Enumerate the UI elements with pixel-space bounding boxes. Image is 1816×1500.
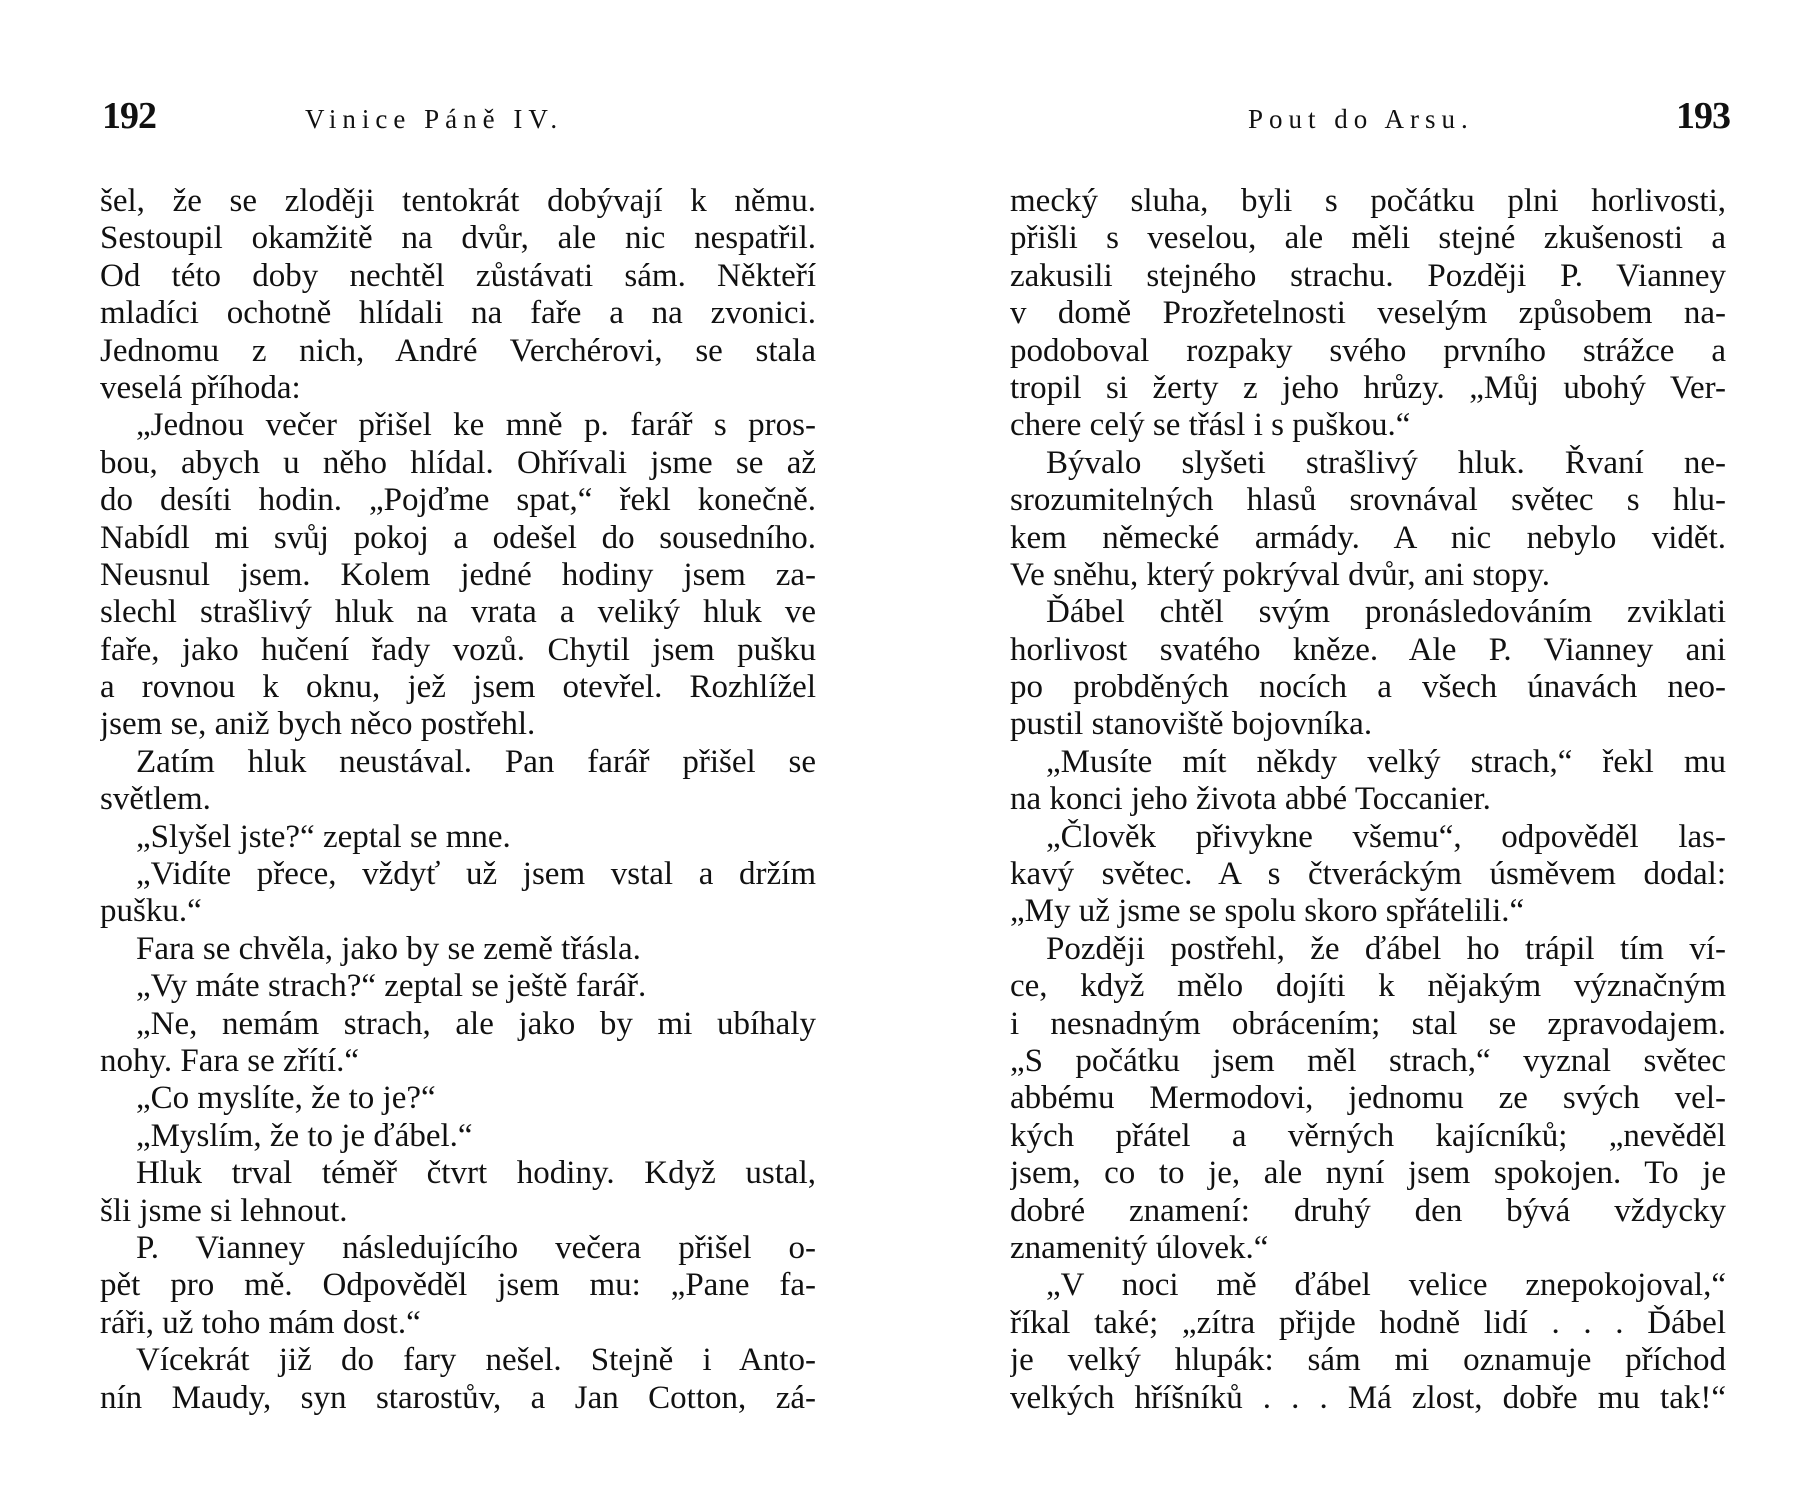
text-line: mecký sluha, byli s počátku plni horlivosti, xyxy=(1010,183,1726,219)
text-line: Zatím hluk neustával. Pan farář přišel se xyxy=(136,743,816,780)
text-line: Vícekrát již do fary nešel. Stejně i Anto- xyxy=(136,1342,816,1379)
text-line: šli jsme si lehnout. xyxy=(100,1192,348,1229)
text-line: pušku.“ xyxy=(100,893,202,930)
text-line: Sestoupil okamžitě na dvůr, ale nic nespatřil. xyxy=(100,220,816,257)
text-line: přišli s veselou, ale měli stejné zkušenosti a xyxy=(1010,220,1726,257)
text-line: Od této doby nechtěl zůstávati sám. Někteří xyxy=(100,257,816,294)
text-line: „V noci mě ďábel velice znepokojoval,“ xyxy=(1046,1267,1726,1304)
text-line: i nesnadným obrácením; stal se zpravodajem. xyxy=(1010,1005,1726,1042)
text-line: „Člověk přivykne všemu“, odpověděl las- xyxy=(1046,818,1726,855)
text-line: tropil si žerty z jeho hrůzy. „Můj ubohý Ver- xyxy=(1010,369,1726,406)
right-running-title: Pout do Arsu. xyxy=(1248,104,1474,134)
text-line: „Musíte mít někdy velký strach,“ řekl mu xyxy=(1046,743,1726,780)
text-line: velkých hříšníků . . . Má zlost, dobře mu tak!“ xyxy=(1010,1379,1726,1416)
text-line: „Ne, nemám strach, ale jako by mi ubíhaly xyxy=(136,1005,816,1042)
text-line: Fara se chvěla, jako by se země třásla. xyxy=(136,930,641,967)
text-line: podoboval rozpaky svého prvního strážce a xyxy=(1010,332,1726,369)
text-line: dobré znamení: druhý den bývá vždycky xyxy=(1010,1192,1726,1229)
right-page-header xyxy=(1010,96,1730,146)
text-line: „My už jsme se spolu skoro spřátelili.“ xyxy=(1010,893,1525,930)
text-line: „Co myslíte, že to je?“ xyxy=(136,1080,436,1117)
text-line: mladíci ochotně hlídali na faře a na zvonici. xyxy=(100,295,816,332)
text-line: na konci jeho života abbé Toccanier. xyxy=(1010,781,1491,818)
text-line: jsem, co to je, ale nyní jsem spokojen. To je xyxy=(1010,1155,1726,1192)
text-line: srozumitelných hlasů srovnával světec s hlu- xyxy=(1010,482,1726,519)
text-line: kavý světec. A s čtveráckým úsměvem dodal: xyxy=(1010,856,1726,893)
text-line: ráři, už toho mám dost.“ xyxy=(100,1304,421,1341)
left-page-header xyxy=(100,96,820,146)
text-line: slechl strašlivý hluk na vrata a veliký hluk ve xyxy=(100,594,816,631)
text-line: faře, jako hučení řady vozů. Chytil jsem pušku xyxy=(100,631,816,668)
left-page-number: 192 xyxy=(102,95,156,137)
text-line: Neusnul jsem. Kolem jedné hodiny jsem za- xyxy=(100,556,816,593)
text-line: „Myslím, že to je ďábel.“ xyxy=(136,1117,473,1154)
text-line: kých přátel a věrných kajícníků; „nevěděl xyxy=(1010,1117,1726,1154)
right-page-number: 193 xyxy=(1676,95,1730,137)
text-line: Hluk trval téměř čtvrt hodiny. Když ustal, xyxy=(136,1155,816,1192)
text-line: „Vy máte strach?“ zeptal se ještě farář. xyxy=(136,968,647,1005)
text-line: po probděných nocích a všech únavách neo- xyxy=(1010,669,1726,706)
text-line: v domě Prozřetelnosti veselým způsobem na- xyxy=(1010,295,1726,332)
text-line: říkal také; „zítra přijde hodně lidí . . . Ďábel xyxy=(1010,1304,1726,1341)
text-line: znamenitý úlovek.“ xyxy=(1010,1229,1269,1266)
text-line: bou, abych u něho hlídal. Ohřívali jsme se až xyxy=(100,444,816,481)
text-line: „Slyšel jste?“ zeptal se mne. xyxy=(136,818,511,855)
text-line: Bývalo slyšeti strašlivý hluk. Řvaní ne- xyxy=(1046,444,1726,481)
text-line: Ve sněhu, který pokrýval dvůr, ani stopy. xyxy=(1010,556,1551,593)
text-line: nohy. Fara se zřítí.“ xyxy=(100,1042,360,1079)
text-line: P. Vianney následujícího večera přišel o- xyxy=(136,1229,816,1266)
text-line: Nabídl mi svůj pokoj a odešel do sousedního. xyxy=(100,519,816,556)
text-line: horlivost svatého kněze. Ale P. Vianney ani xyxy=(1010,631,1726,668)
text-line: veselá příhoda: xyxy=(100,369,301,406)
text-line: pět pro mě. Odpověděl jsem mu: „Pane fa- xyxy=(100,1267,816,1304)
text-line: nín Maudy, syn starostův, a Jan Cotton, zá- xyxy=(100,1379,816,1416)
right-page-body-text xyxy=(1010,183,1726,1417)
text-line: je velký hlupák: sám mi oznamuje příchod xyxy=(1010,1342,1726,1379)
right-page xyxy=(1010,0,1730,1500)
text-line: abbému Mermodovi, jednomu ze svých vel- xyxy=(1010,1080,1726,1117)
left-page xyxy=(100,0,820,1500)
left-running-title: Vinice Páně IV. xyxy=(305,104,564,134)
text-line: chere celý se třásl i s puškou.“ xyxy=(1010,407,1411,444)
text-line: Jednomu z nich, André Verchérovi, se stala xyxy=(100,332,816,369)
text-line: a rovnou k oknu, jež jsem otevřel. Rozhlížel xyxy=(100,669,816,706)
text-line: šel, že se zloději tentokrát dobývají k němu. xyxy=(100,183,816,219)
left-page-body-text xyxy=(100,183,816,1417)
text-line: „Vidíte přece, vždyť už jsem vstal a držím xyxy=(136,856,816,893)
text-line: do desíti hodin. „Pojďme spat,“ řekl konečně. xyxy=(100,482,816,519)
text-line: „S počátku jsem měl strach,“ vyznal světec xyxy=(1010,1042,1726,1079)
text-line: „Jednou večer přišel ke mně p. farář s pros- xyxy=(136,407,816,444)
text-line: jsem se, aniž bych něco postřehl. xyxy=(100,706,536,743)
text-line: kem německé armády. A nic nebylo vidět. xyxy=(1010,519,1726,556)
text-line: ce, když mělo dojíti k nějakým význačným xyxy=(1010,968,1726,1005)
text-line: světlem. xyxy=(100,781,211,818)
text-line: zakusili stejného strachu. Později P. Vianney xyxy=(1010,257,1726,294)
text-line: pustil stanoviště bojovníka. xyxy=(1010,706,1373,743)
text-line: Ďábel chtěl svým pronásledováním zviklati xyxy=(1046,594,1726,631)
text-line: Později postřehl, že ďábel ho trápil tím ví- xyxy=(1046,930,1726,967)
